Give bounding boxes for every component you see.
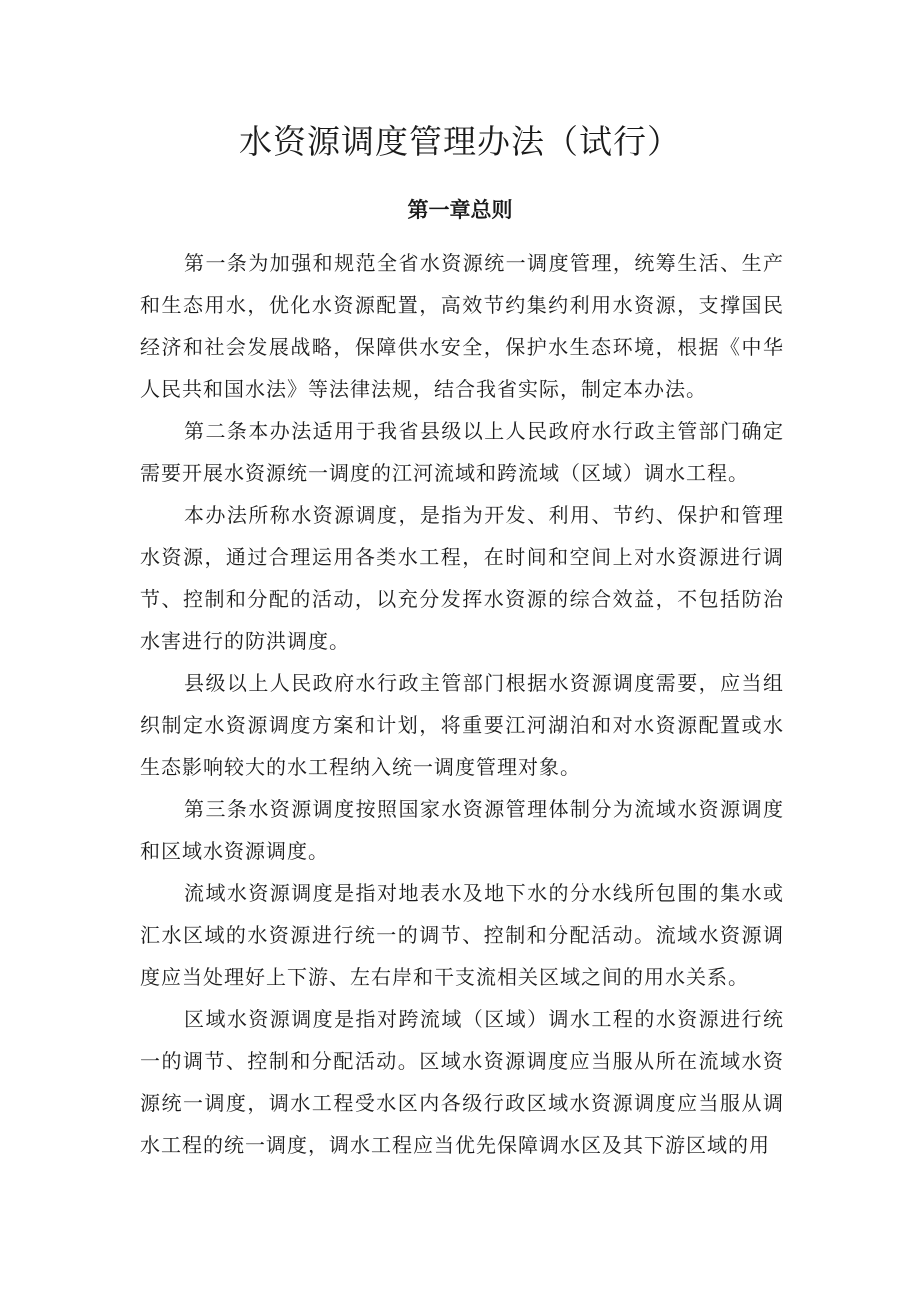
paragraph-text: 水资源调度按照国家水资源管理体制分为流域水资源调度和区域水资源调度。 <box>140 797 785 863</box>
article-number: 第三条 <box>184 797 249 821</box>
article-2-paragraph <box>140 410 784 494</box>
article-number: 第一条 <box>184 251 249 275</box>
paragraph-text: 流域水资源调度是指对地表水及地下水的分水线所包围的集水或汇水区域的水资源进行统一的调节、控制和分配活动。流域水资源调度应当处理好上下游、左右岸和干支流相关区域之间的用水关系。 <box>140 881 784 989</box>
article-2-clause-2 <box>140 494 784 662</box>
article-3-clause-3 <box>140 998 784 1166</box>
paragraph-text: 区域水资源调度是指对跨流域（区域）调水工程的水资源进行统一的调节、控制和分配活动。区域水资源调度应当服从所在流域水资源统一调度，调水工程受水区内各级行政区域水资源调度应当服从调水工程的统一调度，调水工程应当优先保障调水区及其下游区域的用 <box>140 1007 784 1157</box>
chapter-heading: 第一章总则 <box>407 198 513 222</box>
article-2-clause-3 <box>140 662 784 788</box>
article-number: 第二条 <box>184 419 249 443</box>
article-1-paragraph <box>140 242 784 410</box>
paragraph-text: 本办法适用于我省县级以上人民政府水行政主管部门确定需要开展水资源统一调度的江河流域和跨流域（区域）调水工程。 <box>140 419 785 485</box>
document-body <box>140 242 784 1166</box>
article-3-paragraph <box>140 788 784 872</box>
article-3-clause-2 <box>140 872 784 998</box>
paragraph-text: 为加强和规范全省水资源统一调度管理，统筹生活、生产和生态用水，优化水资源配置，高效节约集约利用水资源，支撑国民经济和社会发展战略，保障供水安全，保护水生态环境，根据《中华人民共和国水法》等法律法规，结合我省实际，制定本办法。 <box>140 251 785 401</box>
document-title: 水资源调度管理办法（试行） <box>239 122 681 161</box>
paragraph-text: 县级以上人民政府水行政主管部门根据水资源调度需要，应当组织制定水资源调度方案和计划，将重要江河湖泊和对水资源配置或水生态影响较大的水工程纳入统一调度管理对象。 <box>140 671 784 779</box>
paragraph-text: 本办法所称水资源调度，是指为开发、利用、节约、保护和管理水资源，通过合理运用各类水工程，在时间和空间上对水资源进行调节、控制和分配的活动，以充分发挥水资源的综合效益，不包括防治水害进行的防洪调度。 <box>140 503 784 653</box>
